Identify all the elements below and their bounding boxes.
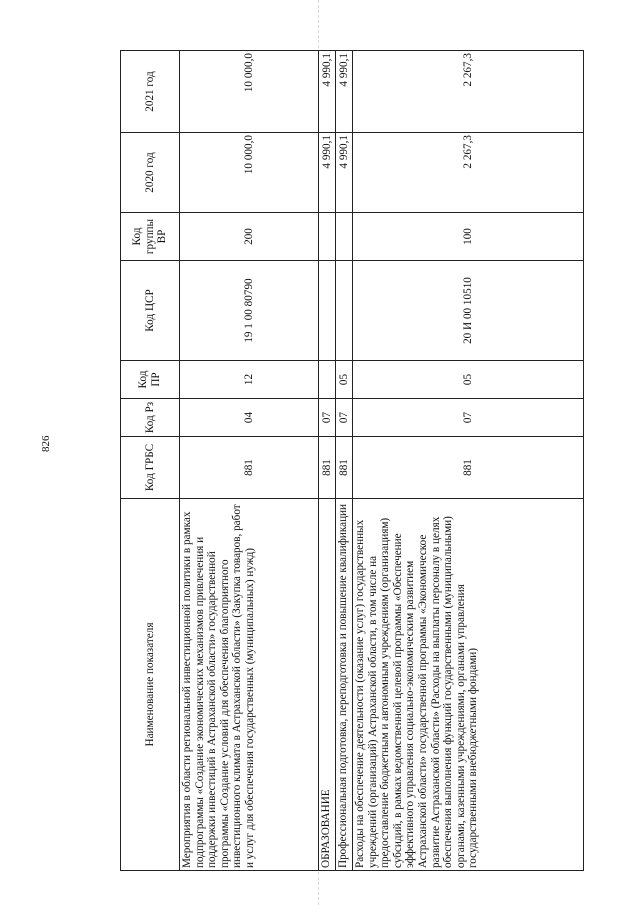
code-pr: 05 xyxy=(336,361,353,399)
column-header: Код Рз xyxy=(121,399,180,437)
code-grbs: 881 xyxy=(319,437,336,499)
code-vr xyxy=(319,213,336,261)
code-rz: 07 xyxy=(336,399,353,437)
table-header-row xyxy=(121,51,180,871)
amount-2021: 4 990,1 xyxy=(319,51,336,133)
amount-2020: 2 267,3 xyxy=(353,133,584,213)
code-grbs: 881 xyxy=(336,437,353,499)
column-header: Код ГРБС xyxy=(121,437,180,499)
code-vr xyxy=(336,213,353,261)
amount-2021: 10 000,0 xyxy=(180,51,319,133)
indicator-name: Мероприятия в области региональной инвестиционной политики в рамках подпрограммы «Создание экономических механизмов привлечения и поддержки инвестиций в Астраханской области» государственной программы «Создание условий для обеспечения благоприятного инвестиционного климата в Астраханской области» (Закупка товаров, работ и услуг для обеспечения государственных (муниципальных) нужд) xyxy=(180,499,319,871)
code-csr xyxy=(336,261,353,361)
code-grbs: 881 xyxy=(353,437,584,499)
amount-2021: 2 267,3 xyxy=(353,51,584,133)
amount-2020: 10 000,0 xyxy=(180,133,319,213)
table-row xyxy=(319,51,336,871)
column-header: 2021 год xyxy=(121,51,180,133)
indicator-name: Профессиональная подготовка, переподготовка и повышение квалификации xyxy=(336,499,353,871)
column-header: Код ПР xyxy=(121,361,180,399)
table-row xyxy=(336,51,353,871)
table-row xyxy=(353,51,584,871)
code-rz: 07 xyxy=(353,399,584,437)
column-header: Код ЦСР xyxy=(121,261,180,361)
code-csr: 19 1 00 80790 xyxy=(180,261,319,361)
code-pr: 05 xyxy=(353,361,584,399)
column-header: 2020 год xyxy=(121,133,180,213)
code-pr xyxy=(319,361,336,399)
code-rz: 07 xyxy=(319,399,336,437)
code-grbs: 881 xyxy=(180,437,319,499)
indicator-name: ОБРАЗОВАНИЕ xyxy=(319,499,336,871)
indicator-name: Расходы на обеспечение деятельности (оказание услуг) государственных учреждений (организаций) Астраханской области, в том числе на предоставление бюджетным и автономным учреждениям (организациям) субсидий, в рамках ведомственной целевой программы «Обеспечение эффективного управления социально-экономическим развитием Астраханской области» государственной программы «Экономическое развитие Астраханской области» (Расходы на выплаты персоналу в целях обеспечения выполнения функций государственными (муниципальными) органами, казенными учреждениями, органами управления государственными внебюджетными фондами) xyxy=(353,499,584,871)
code-vr: 200 xyxy=(180,213,319,261)
column-header: Код группы ВР xyxy=(121,213,180,261)
table-row xyxy=(180,51,319,871)
budget-table xyxy=(120,50,584,871)
amount-2021: 4 990,1 xyxy=(336,51,353,133)
code-rz: 04 xyxy=(180,399,319,437)
rotated-table-container xyxy=(120,51,639,871)
code-vr: 100 xyxy=(353,213,584,261)
column-header: Наименование показателя xyxy=(121,499,180,871)
amount-2020: 4 990,1 xyxy=(336,133,353,213)
code-csr xyxy=(319,261,336,361)
amount-2020: 4 990,1 xyxy=(319,133,336,213)
page-number: 826 xyxy=(40,435,52,452)
code-csr: 20 И 00 10510 xyxy=(353,261,584,361)
code-pr: 12 xyxy=(180,361,319,399)
